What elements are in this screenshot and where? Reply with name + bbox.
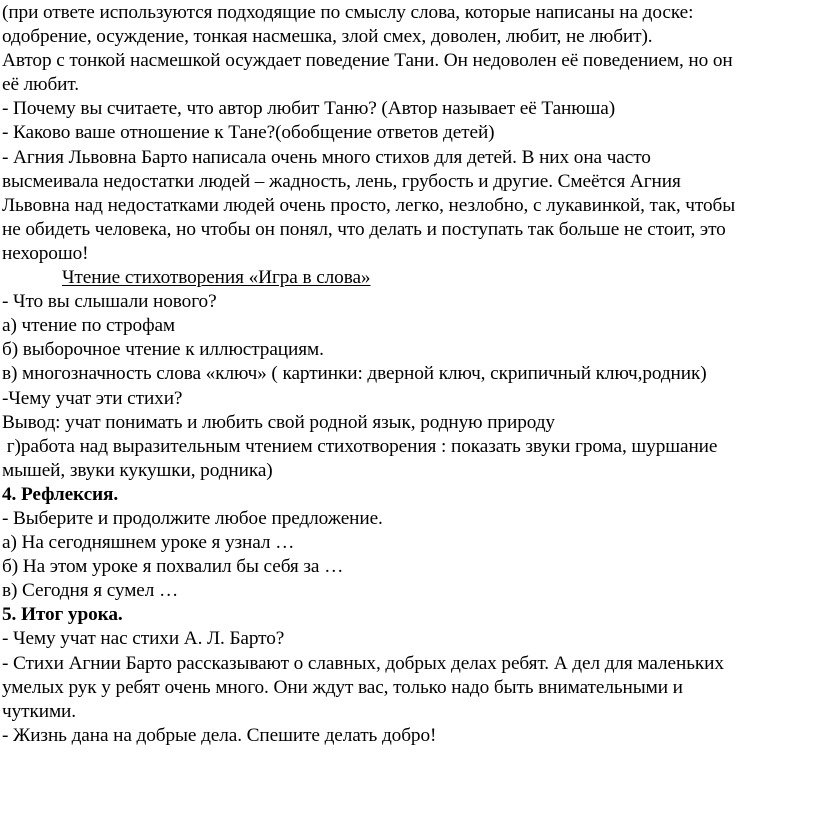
text-line: г)работа над выразительным чтением стихотворения : показать звуки грома, шуршание [2, 435, 718, 457]
section-title [2, 266, 810, 290]
text-line: - Почему вы считаете, что автор любит Таню? (Автор называет её Танюша) [2, 98, 616, 120]
text-line: её любит. [2, 74, 79, 96]
list-item: б) На этом уроке я похвалил бы себя за … [2, 556, 344, 578]
text-line: высмеивала недостатки людей – жадность, лень, грубость и другие. Смеётся Агния [2, 170, 681, 192]
text-line: Вывод: учат понимать и любить свой родной язык, родную природу [2, 411, 555, 433]
section-heading: 4. Рефлексия. [2, 483, 119, 505]
text-line: (при ответе используются подходящие по смыслу слова, которые написаны на доске: [2, 2, 694, 23]
text-line: чуткими. [2, 700, 76, 722]
text-line: - Агния Львовна Барто написала очень много стихов для детей. В них она часто [2, 146, 651, 168]
text-line: одобрение, осуждение, тонкая насмешка, злой смех, доволен, любит, не любит). [2, 26, 653, 48]
list-item: а) На сегодняшнем уроке я узнал … [2, 532, 295, 554]
text-line: Львовна над недостатками людей очень просто, легко, незлобно, с лукавинкой, так, чтобы [2, 194, 736, 216]
section-heading: 5. Итог урока. [2, 604, 123, 626]
list-item: в) Сегодня я сумел … [2, 580, 179, 602]
text-line: - Каково ваше отношение к Тане?(обобщение ответов детей) [2, 122, 495, 144]
text-line: нехорошо! [2, 242, 89, 264]
text-line: мышей, звуки кукушки, родника) [2, 459, 273, 481]
text-line: - Стихи Агнии Барто рассказывают о славных, добрых делах ребят. А дел для маленьких [2, 652, 724, 674]
text-line: -Чему учат эти стихи? [2, 387, 183, 409]
section-title-text: Чтение стихотворения «Игра в слова» [62, 267, 371, 289]
list-item: б) выборочное чтение к иллюстрациям. [2, 339, 324, 361]
text-line: не обидеть человека, но чтобы он понял, что делать и поступать так больше не стоит, это [2, 218, 726, 240]
text-line: - Выберите и продолжите любое предложение. [2, 507, 383, 529]
list-item: а) чтение по строфам [2, 315, 176, 337]
text-line: умелых рук у ребят очень много. Они ждут вас, только надо быть внимательными и [2, 676, 683, 698]
text-line: Автор с тонкой насмешкой осуждает поведение Тани. Он недоволен её поведением, но он [2, 50, 733, 72]
list-item: в) многозначность слова «ключ» ( картинки: дверной ключ, скрипичный ключ,родник) [2, 363, 707, 385]
text-line: - Что вы слышали нового? [2, 291, 217, 313]
text-line: - Жизнь дана на добрые дела. Спешите делать добро! [2, 724, 437, 746]
text-line: - Чему учат нас стихи А. Л. Барто? [2, 628, 285, 650]
